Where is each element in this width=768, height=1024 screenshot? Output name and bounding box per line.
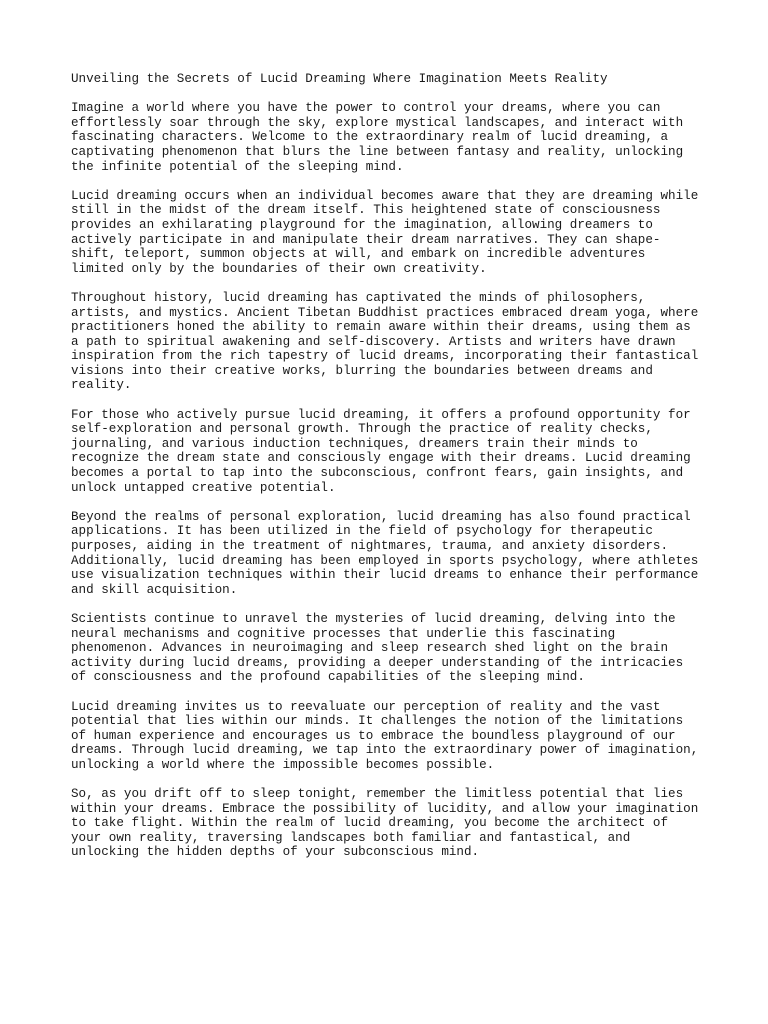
text-line: use visualization techniques within their lucid dreams to enhance their performance: [71, 568, 699, 583]
text-line: shift, teleport, summon objects at will, and embark on incredible adventures: [71, 247, 646, 262]
text-line: and skill acquisition.: [71, 582, 238, 597]
text-line: actively participate in and manipulate their dream narratives. They can shape-: [71, 232, 661, 247]
text-line: potential that lies within our minds. It challenges the notion of the limitations: [71, 714, 684, 729]
text-line: Throughout history, lucid dreaming has captivated the minds of philosophers,: [71, 290, 646, 305]
paragraph: [71, 408, 711, 496]
text-line: visions into their creative works, blurring the boundaries between dreams and: [71, 363, 653, 378]
text-line: artists, and mystics. Ancient Tibetan Buddhist practices embraced dream yoga, where: [71, 305, 699, 320]
text-line: unlocking a world where the impossible becomes possible.: [71, 757, 495, 772]
text-line: For those who actively pursue lucid dreaming, it offers a profound opportunity for: [71, 407, 691, 422]
text-line: a path to spiritual awakening and self-discovery. Artists and writers have drawn: [71, 334, 676, 349]
document-title: Unveiling the Secrets of Lucid Dreaming Where Imagination Meets Reality: [71, 72, 608, 86]
text-line: Additionally, lucid dreaming has been employed in sports psychology, where athletes: [71, 553, 699, 568]
text-line: phenomenon. Advances in neuroimaging and sleep research shed light on the brain: [71, 641, 669, 656]
text-line: activity during lucid dreams, providing a deeper understanding of the intricacies: [71, 655, 684, 670]
text-line: Lucid dreaming occurs when an individual becomes aware that they are dreaming while: [71, 188, 699, 203]
text-line: inspiration from the rich tapestry of lucid dreams, incorporating their fantastical: [71, 349, 699, 364]
paragraph: [71, 510, 711, 598]
text-line: of consciousness and the profound capabilities of the sleeping mind.: [71, 670, 585, 685]
paragraph: [71, 189, 711, 277]
text-line: unlocking the hidden depths of your subconscious mind.: [71, 845, 480, 860]
text-line: Imagine a world where you have the power to control your dreams, where you can: [71, 101, 661, 116]
text-line: reality.: [71, 378, 132, 393]
paragraph: [71, 612, 711, 685]
text-line: limited only by the boundaries of their own creativity.: [71, 261, 487, 276]
paragraph: [71, 101, 711, 174]
document-page: [71, 72, 711, 875]
text-line: within your dreams. Embrace the possibility of lucidity, and allow your imagination: [71, 801, 699, 816]
text-line: applications. It has been utilized in the field of psychology for therapeutic: [71, 524, 653, 539]
text-line: purposes, aiding in the treatment of nightmares, trauma, and anxiety disorders.: [71, 539, 669, 553]
text-line: neural mechanisms and cognitive processes that underlie this fascinating: [71, 626, 616, 641]
text-line: Lucid dreaming invites us to reevaluate our perception of reality and the vast: [71, 699, 661, 714]
text-line: self-exploration and personal growth. Through the practice of reality checks,: [71, 422, 653, 437]
text-line: becomes a portal to tap into the subconscious, confront fears, gain insights, and: [71, 466, 684, 481]
text-line: recognize the dream state and consciously engage with their dreams. Lucid dreaming: [71, 451, 691, 466]
text-line: unlock untapped creative potential.: [71, 480, 336, 495]
text-line: Scientists continue to unravel the mysteries of lucid dreaming, delving into the: [71, 611, 676, 626]
text-line: your own reality, traversing landscapes both familiar and fantastical, and: [71, 830, 631, 845]
text-line: journaling, and various induction techniques, dreamers train their minds to: [71, 436, 638, 451]
text-line: practitioners honed the ability to remain aware within their dreams, using them as: [71, 320, 691, 335]
text-line: So, as you drift off to sleep tonight, remember the limitless potential that lies: [71, 787, 684, 802]
text-line: still in the midst of the dream itself. This heightened state of consciousness: [71, 203, 661, 218]
paragraph: [71, 700, 711, 773]
paragraph: [71, 291, 711, 393]
text-line: the infinite potential of the sleeping mind.: [71, 159, 404, 174]
text-line: effortlessly soar through the sky, explore mystical landscapes, and interact with: [71, 115, 684, 130]
text-line: fascinating characters. Welcome to the extraordinary realm of lucid dreaming, a: [71, 130, 669, 145]
text-line: provides an exhilarating playground for the imagination, allowing dreamers to: [71, 217, 653, 232]
text-line: captivating phenomenon that blurs the line between fantasy and reality, unlocking: [71, 144, 684, 159]
text-line: dreams. Through lucid dreaming, we tap into the extraordinary power of imagination,: [71, 743, 699, 758]
text-line: Beyond the realms of personal exploration, lucid dreaming has also found practical: [71, 509, 691, 524]
text-line: to take flight. Within the realm of lucid dreaming, you become the architect of: [71, 816, 669, 831]
text-line: of human experience and encourages us to embrace the boundless playground of our: [71, 728, 676, 743]
paragraph: [71, 787, 711, 860]
